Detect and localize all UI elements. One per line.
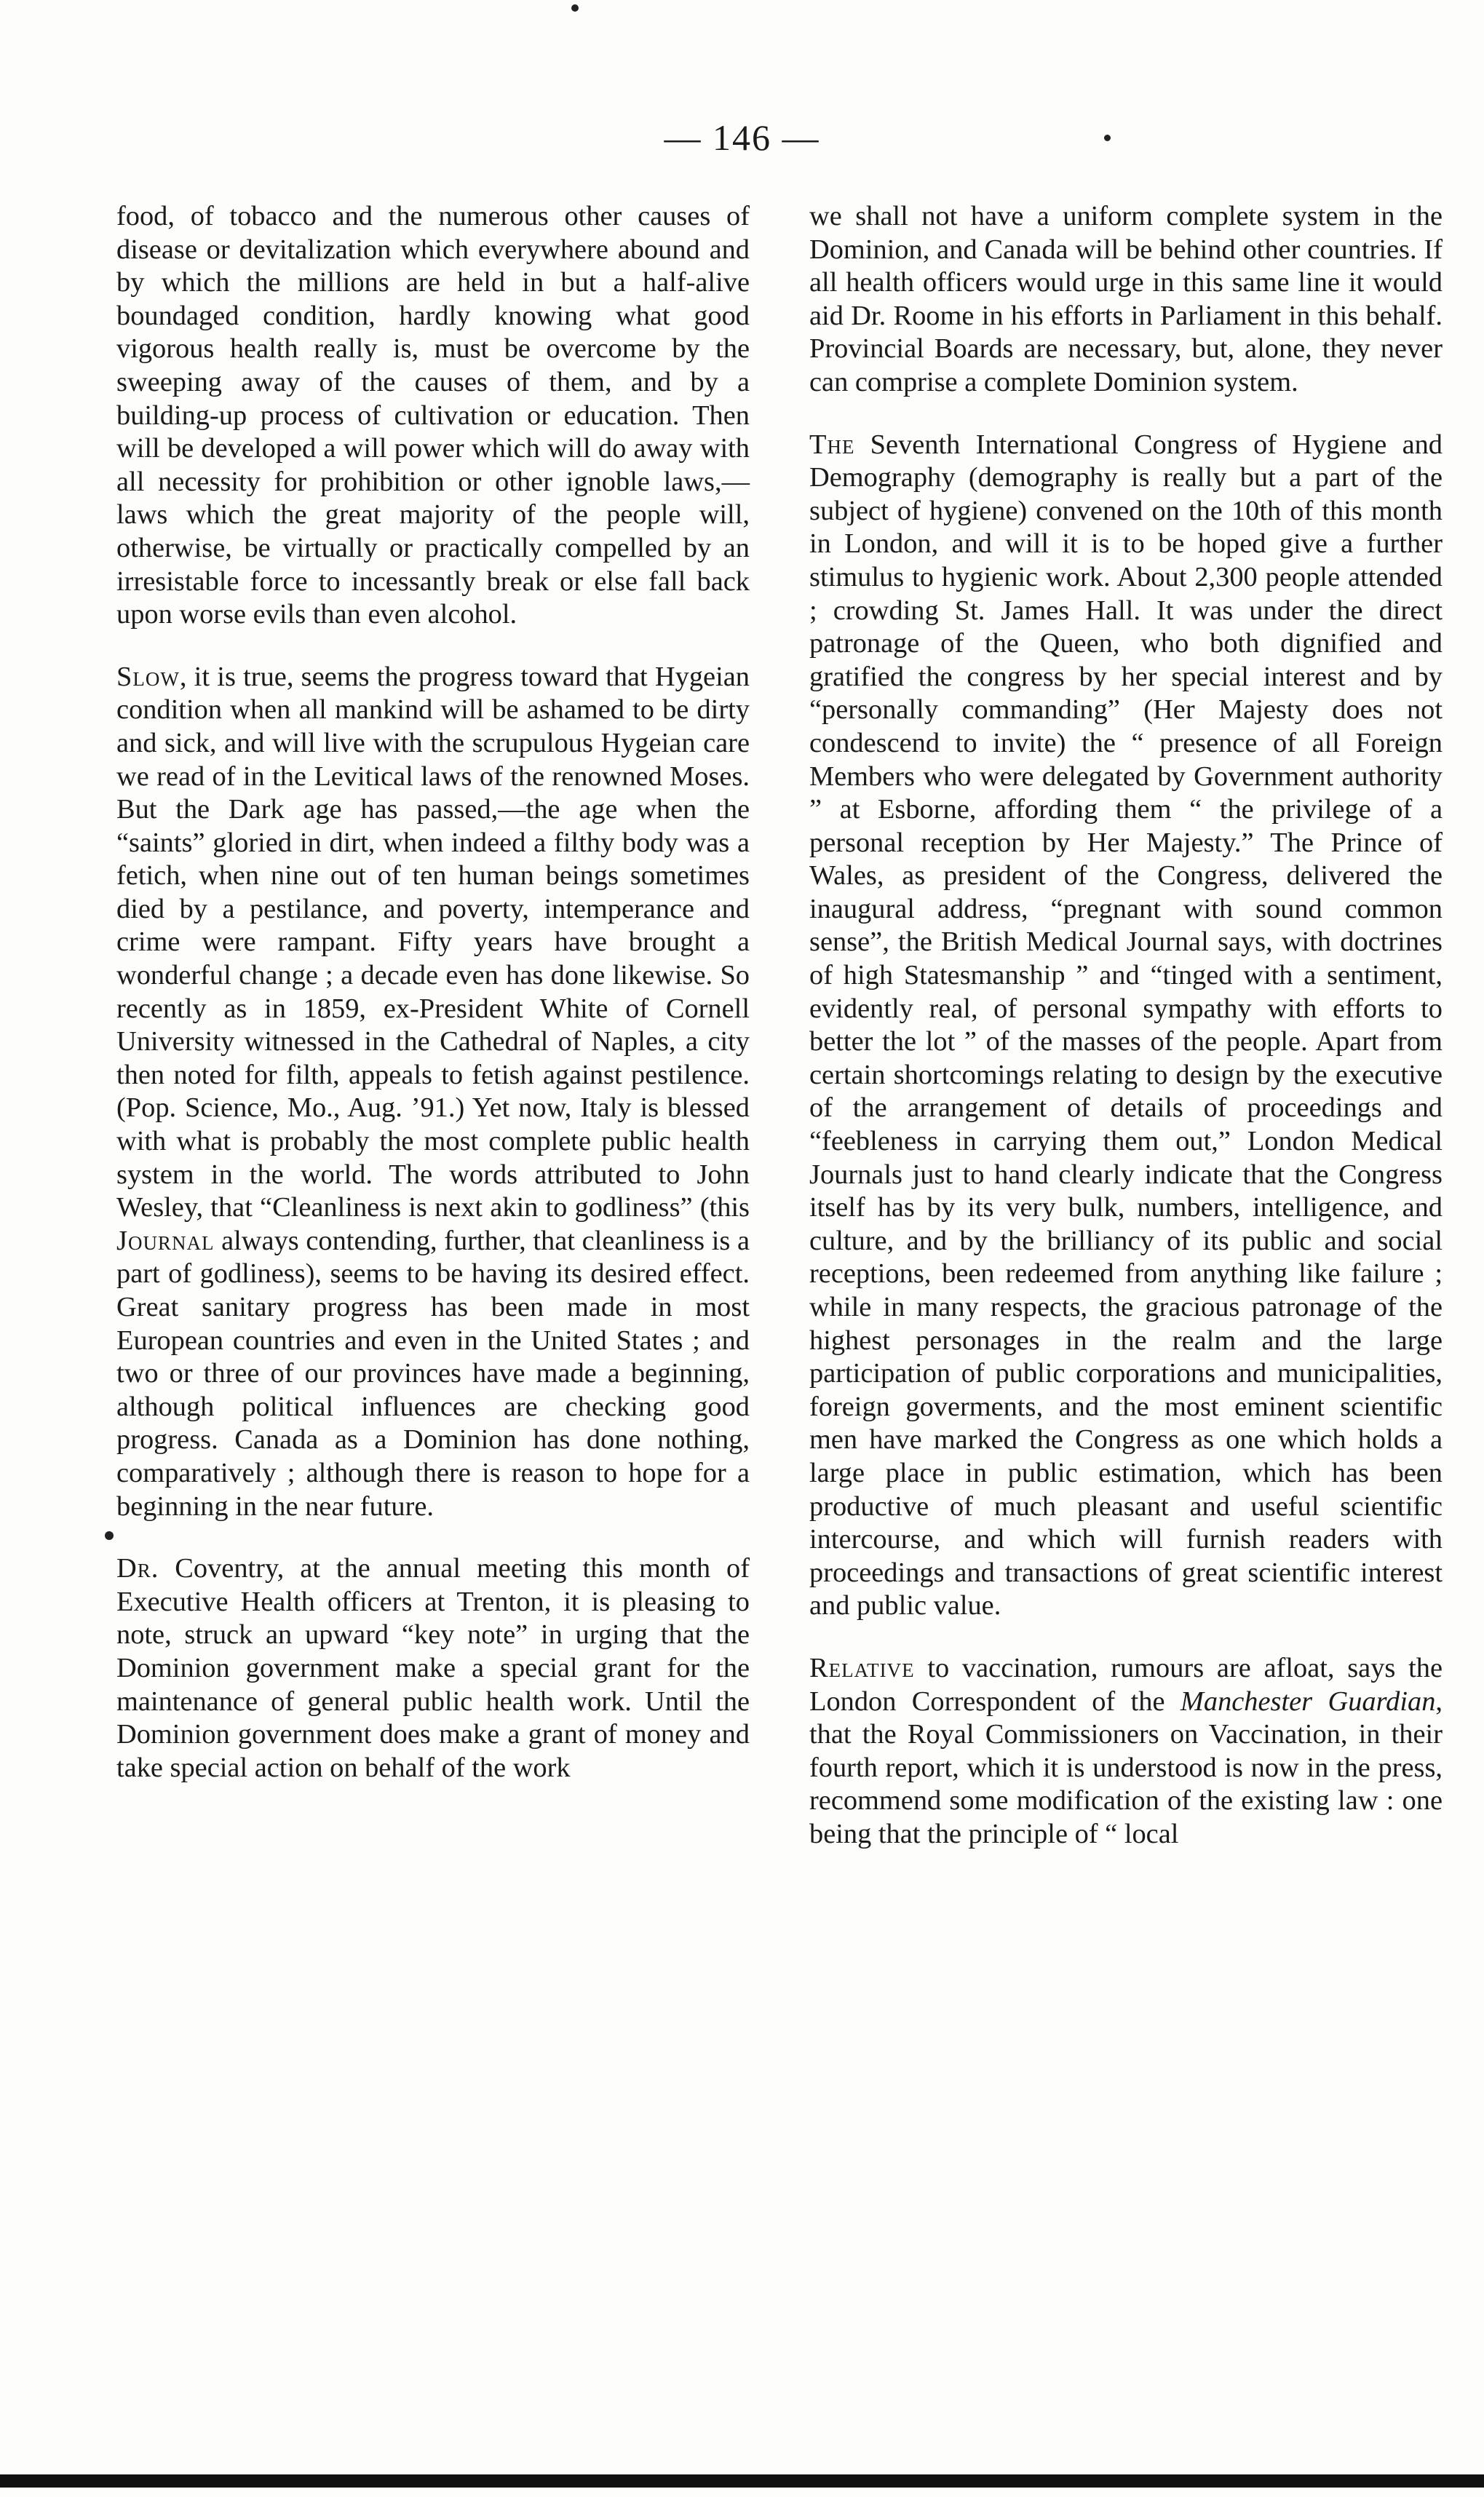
- right-paragraph-3-text-b: , that the Royal Commissioners on Vaccination, in their fourth report, which it is understood is now in the press, recommend some modification of the existing law : one being that the principle of “ local: [809, 1686, 1443, 1849]
- right-paragraph-2: [809, 429, 1443, 1623]
- page-number: — 146 —: [664, 117, 820, 158]
- left-column: [116, 200, 750, 1785]
- speck-mid: [1104, 135, 1111, 141]
- lead-word-relative: Relative: [809, 1652, 915, 1683]
- left-paragraph-2-text-b: always contending, further, that cleanliness is a part of godliness), seems to be having its desired effect. Great sanitary progress has been made in most European countries and even in the United States ; and two or three of our provinces have made a beginning, although political influences are checking good progress. Canada as a Dominion has done nothing, comparatively ; although there is reason to hope for a beginning in the near future.: [116, 1225, 750, 1522]
- left-paragraph-2-text-a: , it is true, seems the progress toward that Hygeian condition when all mankind will be ashamed to be dirty and sick, and will live with the scrupulous Hygeian care we read of in the Levitical laws of the renowned Moses. But the Dark age has passed,—the age when the “saints” gloried in dirt, when indeed a filthy body was a fetich, when nine out of ten human beings sometimes died by a pestilance, and poverty, intemperance and crime were rampant. Fifty years have brought a wonderful change ; a decade even has done likewise. So recently as in 1859, ex-President White of Cornell University witnessed in the Cathedral of Naples, a city then noted for filth, appeals to fetish against pestilence. (Pop. Science, Mo., Aug. ’91.) Yet now, Italy is blessed with what is probably the most complete public health system in the world. The words attributed to John Wesley, that “Cleanliness is next akin to godliness” (this: [116, 661, 750, 1223]
- lead-word-dr: Dr.: [116, 1553, 159, 1584]
- right-paragraph-2-text: Seventh International Congress of Hygiene and Demography (demography is really but a part of the subject of hygiene) convened on the 10th of this month in London, and will it is to be hoped give a further stimulus to hygienic work. About 2,300 people attended ; crowding St. James Hall. It was under the direct patronage of the Queen, who both dignified and gratified the congress by her special interest and by “personally commanding” (Her Majesty does not condescend to invite) the “ presence of all Foreign Members who were delegated by Government authority ” at Esborne, affording them “ the privilege of a personal reception by Her Majesty.” The Prince of Wales, as president of the Congress, delivered the inaugural address, “pregnant with sound common sense”, the British Medical Journal says, with doctrines of high Statesmanship ” and “tinged with a sentiment, evidently real, of personal sympathy with efforts to better the lot ” of the masses of the people. Apart from certain shortcomings relating to design by the executive of the arrangement of details of proceedings and “feebleness in carrying them out,” London Medical Journals just to hand clearly indicate that the Congress itself has by its very bulk, numbers, intelligence, and culture, and by the brilliancy of its public and social receptions, been redeemed from anything like failure ; while in many respects, the gracious patronage of the highest personages in the realm and the large participation of public corporations and municipalities, foreign goverments, and the most eminent scientific men have marked the Congress as one which holds a large place in public estimation, which has been productive of much pleasant and useful scientific intercourse, and which will furnish readers with proceedings and transactions of great scientific interest and public value.: [809, 429, 1443, 1621]
- right-paragraph-3-text-a: to vaccination, rumours are afloat, says the London Correspondent of the: [809, 1652, 1443, 1717]
- left-paragraph-2: [116, 661, 750, 1523]
- lead-word-slow: Slow: [116, 661, 180, 692]
- newspaper-title: Manchester Guardian: [1180, 1686, 1436, 1717]
- bottom-scan-rule: [0, 2474, 1484, 2488]
- speck-top: [571, 4, 579, 12]
- speck-left: [105, 1531, 114, 1540]
- right-paragraph-1: we shall not have a uniform complete system in the Dominion, and Canada will be behind other countries. If all health officers would urge in this same line it would aid Dr. Roome in his efforts in Parliament in this behalf. Provincial Boards are necessary, but, alone, they never can comprise a complete Dominion system.: [809, 201, 1443, 397]
- left-paragraph-1: food, of tobacco and the numerous other causes of disease or devitalization which everywhere abound and by which the millions are held in but a half-alive boundaged condition, hardly knowing what good vigorous health really is, must be overcome by the sweeping away of the causes of them, and by a building-up process of cultivation or education. Then will be developed a will power which will do away with all necessity for prohibition or other ignoble laws,—laws which the great majority of the people will, otherwise, be virtually or practically compelled by an irresistable force to incessantly break or else fall back upon worse evils than even alcohol.: [116, 201, 750, 630]
- journal-smallcaps: Journal: [116, 1225, 215, 1256]
- lead-word-the: The: [809, 429, 855, 460]
- left-paragraph-3: [116, 1552, 750, 1785]
- right-paragraph-3: [809, 1652, 1443, 1851]
- right-column: [809, 200, 1443, 1851]
- left-paragraph-3-text: Coventry, at the annual meeting this month of Executive Health officers at Trenton, it is pleasing to note, struck an upward “key note” in urging that the Dominion government make a special grant for the maintenance of general public health work. Until the Dominion government does make a grant of money and take special action on behalf of the work: [116, 1553, 750, 1783]
